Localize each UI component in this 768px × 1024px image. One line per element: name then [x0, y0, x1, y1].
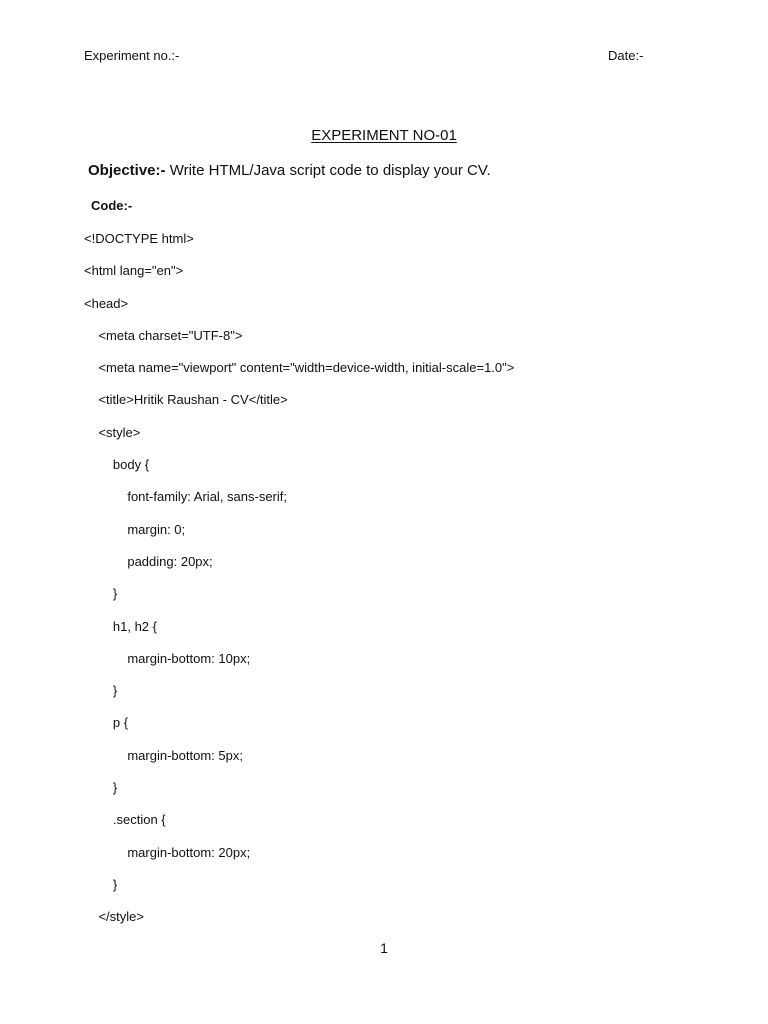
- code-line: font-family: Arial, sans-serif;: [84, 489, 287, 505]
- code-line: <style>: [84, 424, 141, 440]
- objective-text: Write HTML/Java script code to display your CV.: [165, 162, 491, 179]
- code-line: }: [84, 780, 118, 796]
- experiment-number-label: Experiment no.:-: [84, 48, 180, 63]
- code-line: margin: 0;: [84, 521, 186, 537]
- code-line: </style>: [84, 909, 144, 925]
- code-line: body {: [84, 457, 150, 473]
- date-label: Date:-: [608, 48, 644, 63]
- code-line: <meta charset="UTF-8">: [84, 327, 243, 343]
- code-line: <meta name="viewport" content="width=device-width, initial-scale=1.0">: [84, 360, 515, 376]
- code-line: }: [84, 876, 118, 892]
- code-line: <html lang="en">: [84, 263, 184, 279]
- code-line: <title>Hritik Raushan - CV</title>: [84, 392, 288, 408]
- code-line: padding: 20px;: [84, 553, 213, 569]
- page-number: 1: [380, 940, 388, 956]
- code-line: p {: [84, 715, 129, 731]
- page-title: [0, 127, 768, 144]
- code-line: margin-bottom: 5px;: [84, 747, 243, 763]
- code-label: Code:-: [91, 198, 133, 213]
- code-line: margin-bottom: 20px;: [84, 844, 251, 860]
- code-listing: [84, 229, 514, 940]
- objective-line: [88, 162, 491, 179]
- code-line: }: [84, 683, 118, 699]
- code-line: margin-bottom: 10px;: [84, 650, 251, 666]
- code-line: }: [84, 586, 118, 602]
- objective-label: Objective:-: [88, 162, 166, 179]
- code-line: .section {: [84, 812, 166, 828]
- page-title-text: EXPERIMENT NO-01: [311, 127, 457, 144]
- code-line: <!DOCTYPE html>: [84, 231, 194, 246]
- code-line: h1, h2 {: [84, 618, 157, 634]
- code-line: <head>: [84, 295, 129, 311]
